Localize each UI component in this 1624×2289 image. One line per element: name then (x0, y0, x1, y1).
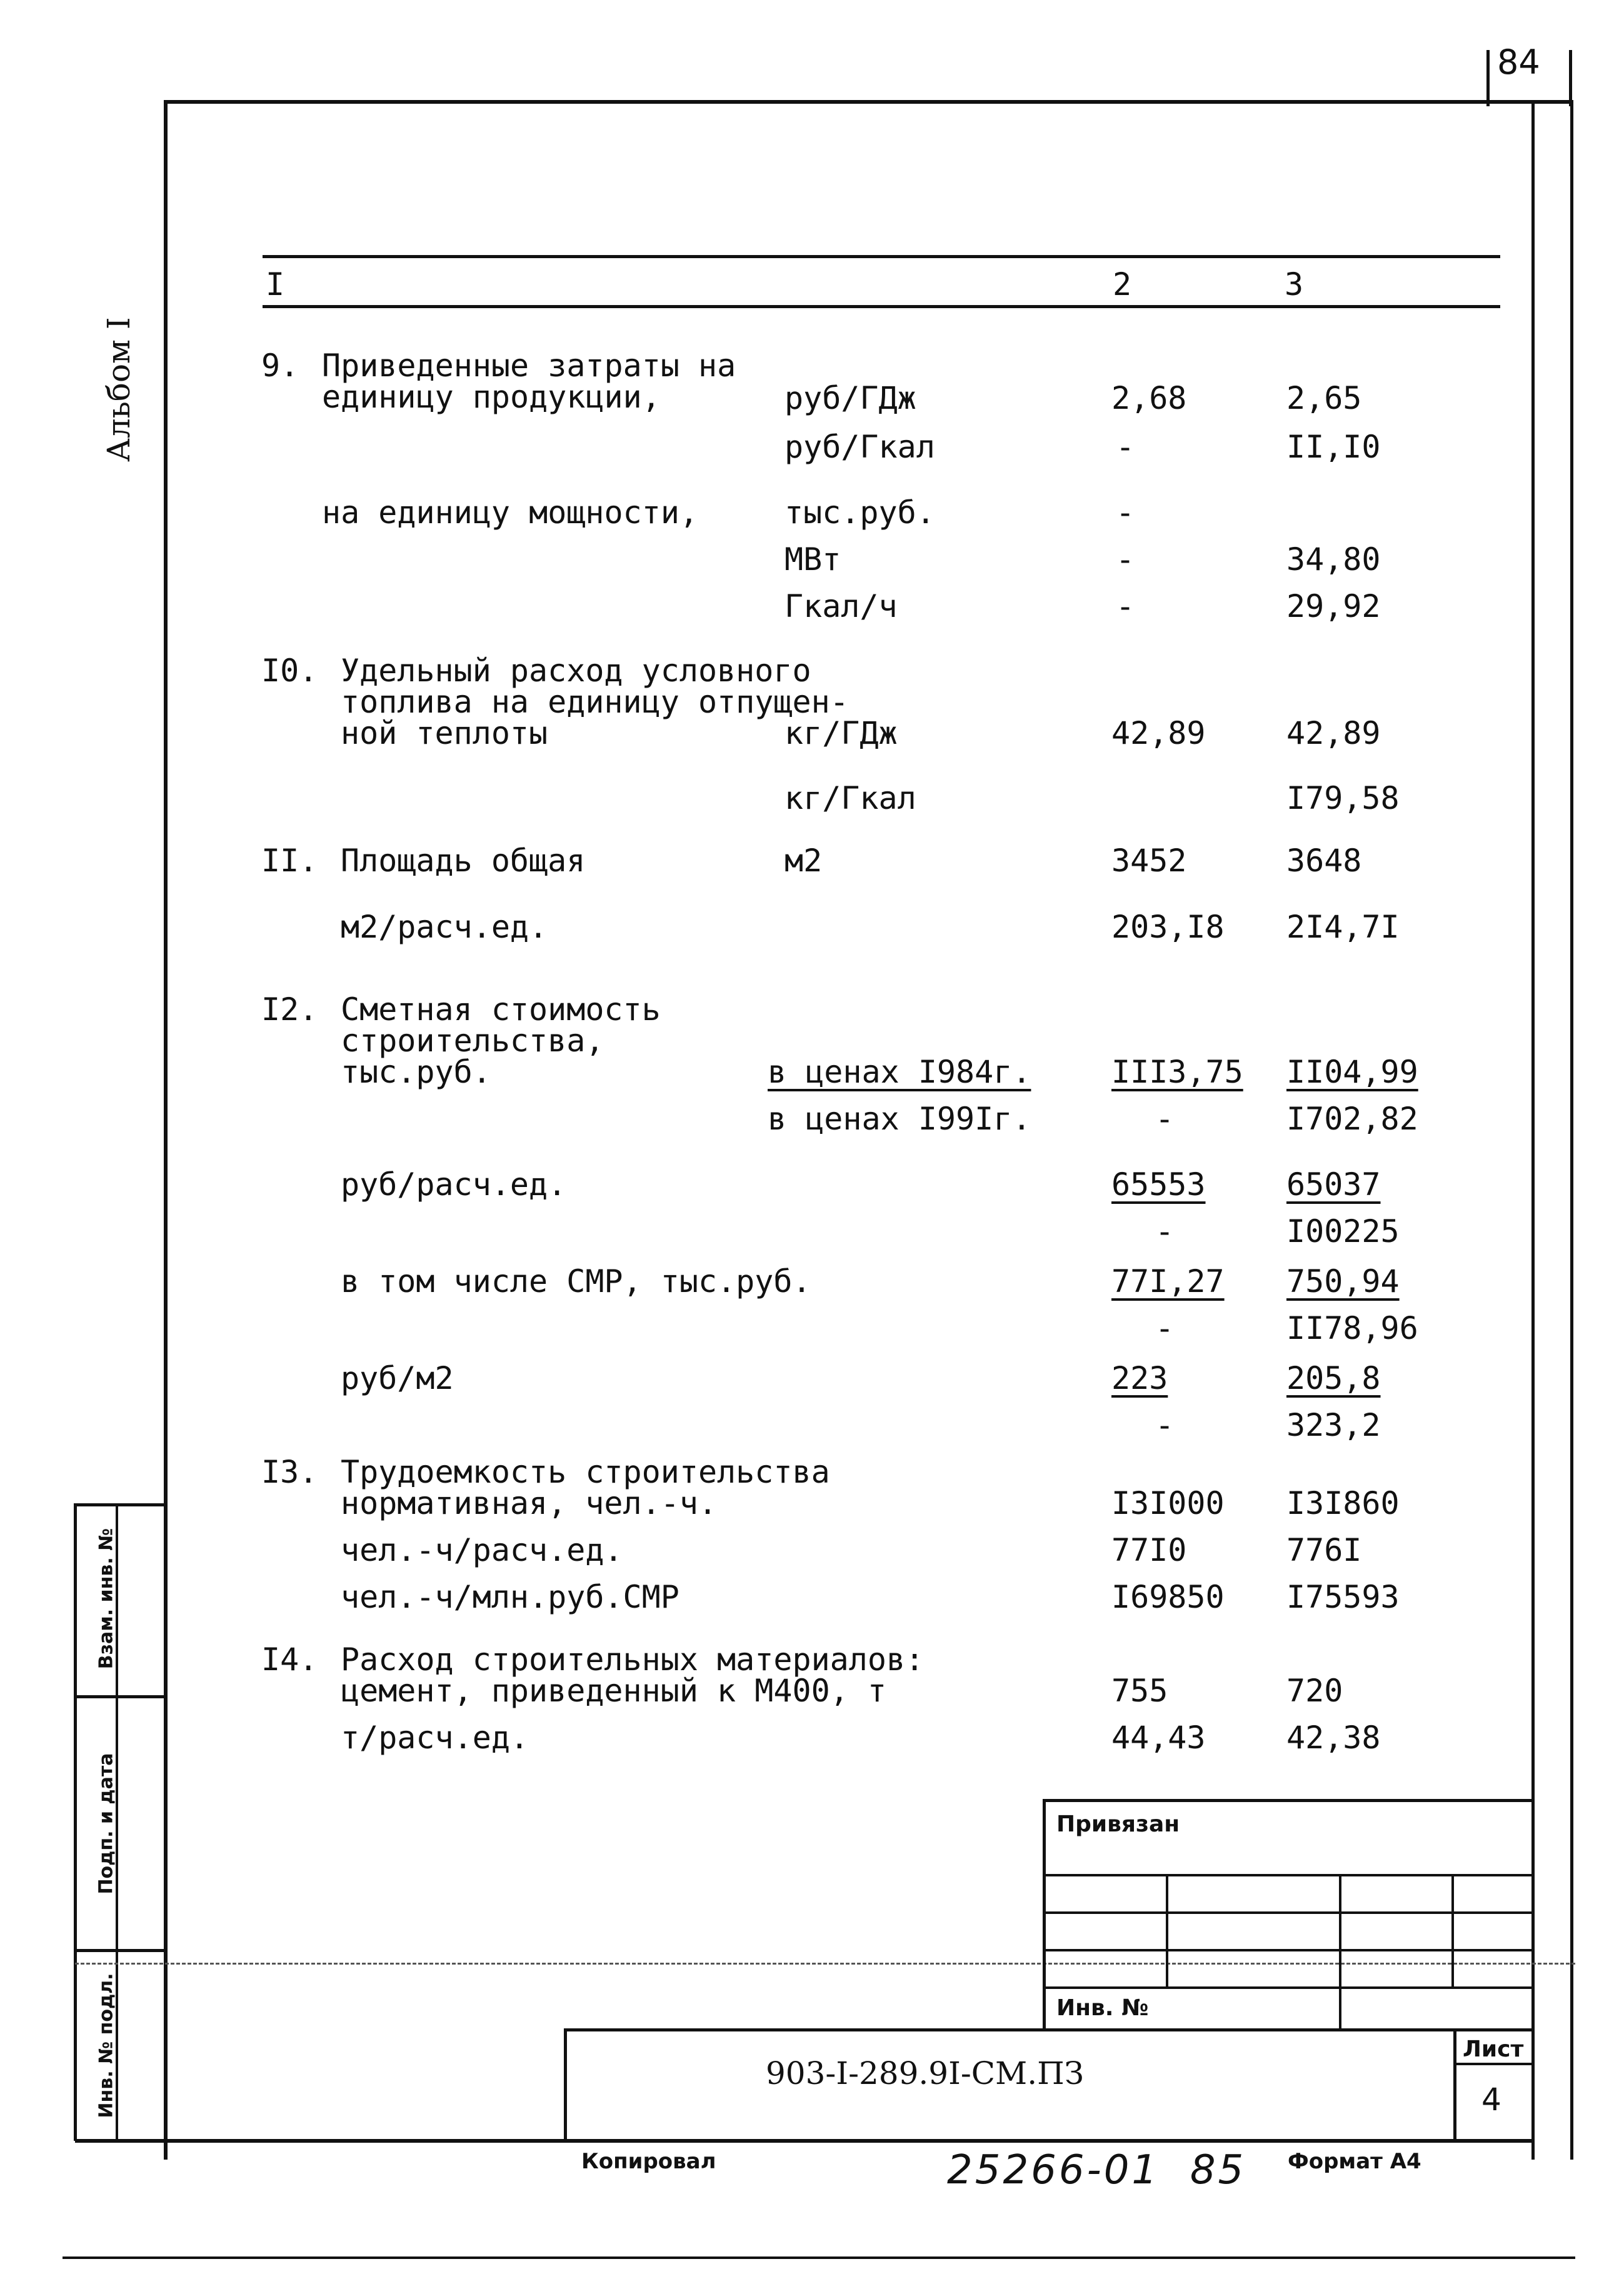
value-col2: 44,43 (1111, 1720, 1206, 1756)
value-col3: 65037 (1286, 1166, 1381, 1203)
row-title: единицу продукции, (322, 379, 661, 415)
value-col3: 2,65 (1286, 380, 1362, 416)
value-col2: - (1116, 494, 1135, 531)
title-block-line (1453, 2028, 1456, 2141)
value-col3: 720 (1286, 1673, 1343, 1709)
document-code: 903-I-289.9I-СМ.ПЗ (766, 2055, 1084, 2091)
side-stamp-line (74, 1695, 168, 1698)
value-col2: III3,75 (1111, 1054, 1243, 1090)
privyazan-label: Привязан (1056, 1811, 1180, 1837)
page-bottom-line (63, 2256, 1575, 2259)
header-col3: 3 (1285, 266, 1304, 303)
unit: МВт (784, 541, 841, 578)
unit: кг/Гкал (784, 780, 916, 816)
title-block-line (1451, 1874, 1454, 1986)
inv-no-label: Инв. № (1056, 1995, 1149, 2021)
value-col3: 34,80 (1286, 541, 1381, 578)
table-header-top-rule (263, 255, 1500, 258)
frame-left (164, 100, 168, 2160)
format-label: Формат А4 (1288, 2149, 1421, 2174)
value-col3: I00225 (1286, 1213, 1400, 1250)
frame-bottom (75, 2139, 1535, 2143)
value-col3: I79,58 (1286, 780, 1400, 816)
row-number: I2. (261, 991, 318, 1028)
row-title: Сметная стоимость (341, 991, 661, 1028)
value-col2: - (1155, 1407, 1175, 1443)
unit: Гкал/ч (784, 588, 898, 624)
frame-top (168, 100, 1572, 104)
table-header-bottom-rule (263, 305, 1500, 308)
unit: тыс.руб. (784, 494, 935, 531)
row-title: строительства, (341, 1023, 604, 1059)
row-title: ной теплоты (341, 715, 548, 751)
unit: кг/ГДж (784, 715, 898, 751)
value-col3: I702,82 (1286, 1101, 1418, 1137)
row-subtitle: в том числе СМР, тыс.руб. (341, 1263, 811, 1300)
sheet-number: 4 (1481, 2081, 1501, 2118)
side-stamp-outer-left (74, 1503, 77, 2141)
row-number: I4. (261, 1641, 318, 1678)
value-col2: 42,89 (1111, 715, 1206, 751)
title-block-line (1043, 1874, 1533, 1876)
side-stamp-line (74, 1949, 168, 1952)
value-col3: 750,94 (1286, 1263, 1400, 1300)
value-col2: - (1116, 588, 1135, 624)
row-subtitle: чел.-ч/расч.ед. (341, 1532, 623, 1568)
side-stamp-vzam: Взам. инв. № (95, 1528, 118, 1670)
side-stamp-top (74, 1503, 168, 1506)
value-col3: 29,92 (1286, 588, 1381, 624)
handwritten-number: 25266-01 85 (947, 2147, 1246, 2193)
title-block-line (1043, 1949, 1533, 1951)
kopiroval-label: Копировал (581, 2149, 716, 2174)
title-block-line (1043, 1799, 1533, 1802)
value-col2: - (1155, 1310, 1175, 1346)
value-col2: 2,68 (1111, 380, 1187, 416)
value-col2: 223 (1111, 1360, 1168, 1396)
value-col2: - (1116, 541, 1135, 578)
row-subtitle: руб/расч.ед. (341, 1166, 567, 1203)
title-block-line (1339, 1874, 1341, 2030)
sheet-label: Лист (1463, 2036, 1524, 2062)
row-number: I3. (261, 1454, 318, 1490)
row-title: Площадь общая (341, 843, 586, 879)
value-col2: - (1116, 429, 1135, 465)
title-block-line (1453, 2063, 1533, 2065)
value-col3: 42,38 (1286, 1720, 1381, 1756)
album-label: Альбом I (101, 317, 137, 462)
value-col2: I69850 (1111, 1579, 1225, 1615)
header-col2: 2 (1113, 266, 1132, 303)
title-block-line (1166, 1874, 1168, 1986)
row-title: цемент, приведенный к М400, т (341, 1673, 886, 1709)
value-col3: II,I0 (1286, 429, 1381, 465)
unit: руб/ГДж (784, 380, 916, 416)
value-col3: 42,89 (1286, 715, 1381, 751)
row-title: Расход строительных материалов: (341, 1641, 925, 1678)
frame-right (1531, 100, 1535, 2160)
page-number-left-border (1486, 50, 1490, 106)
value-col2: 77I,27 (1111, 1263, 1225, 1300)
title-block-line (1043, 1799, 1046, 2030)
row-number: 9. (261, 348, 299, 384)
row-title: Удельный расход условного (341, 653, 811, 689)
value-col2: 65553 (1111, 1166, 1206, 1203)
value-col3: 3648 (1286, 843, 1362, 879)
unit: м2 (784, 843, 823, 879)
row-title: нормативная, чел.-ч. (341, 1485, 718, 1521)
value-col3: 205,8 (1286, 1360, 1381, 1396)
value-col3: 2I4,7I (1286, 909, 1400, 945)
row-number: II. (261, 843, 318, 879)
row-subtitle: руб/м2 (341, 1360, 454, 1396)
side-stamp-podp: Подп. и дата (95, 1753, 118, 1895)
side-stamp-inv-podl: Инв. № подл. (95, 1973, 118, 2118)
header-col1: I (266, 266, 285, 303)
row-subtitle: чел.-ч/млн.руб.СМР (341, 1579, 679, 1615)
value-col3: II78,96 (1286, 1310, 1418, 1346)
row-subtitle: м2/расч.ед. (341, 909, 548, 945)
title-block-line (564, 2028, 567, 2141)
row-title: тыс.руб. (341, 1054, 491, 1090)
value-col3: 776I (1286, 1532, 1362, 1568)
price-basis: в ценах I984г. (768, 1054, 1031, 1090)
row-title: Приведенные затраты на (322, 348, 736, 384)
row-subtitle: на единицу мощности, (322, 494, 699, 531)
value-col2: 3452 (1111, 843, 1187, 879)
price-basis: в ценах I99Iг. (768, 1101, 1031, 1137)
title-block-line (564, 2028, 1533, 2031)
value-col3: I75593 (1286, 1579, 1400, 1615)
title-block-line (1043, 1986, 1533, 1989)
page-number-right-border (1569, 50, 1572, 106)
title-block-line (1043, 1911, 1533, 1914)
value-col2: 203,I8 (1111, 909, 1225, 945)
unit: руб/Гкал (784, 429, 935, 465)
row-subtitle: т/расч.ед. (341, 1720, 529, 1756)
frame-right-outer (1570, 100, 1573, 2160)
value-col3: 323,2 (1286, 1407, 1381, 1443)
value-col2: - (1155, 1213, 1175, 1250)
value-col3: I3I860 (1286, 1485, 1400, 1521)
value-col2: - (1155, 1101, 1175, 1137)
fold-line (75, 1963, 1575, 1965)
value-col3: II04,99 (1286, 1054, 1418, 1090)
row-number: I0. (261, 653, 318, 689)
row-title: топлива на единицу отпущен- (341, 684, 849, 720)
value-col2: 755 (1111, 1673, 1168, 1709)
page-number: 84 (1497, 43, 1540, 82)
value-col2: I3I000 (1111, 1485, 1225, 1521)
row-title: Трудоемкость строительства (341, 1454, 830, 1490)
value-col2: 77I0 (1111, 1532, 1187, 1568)
